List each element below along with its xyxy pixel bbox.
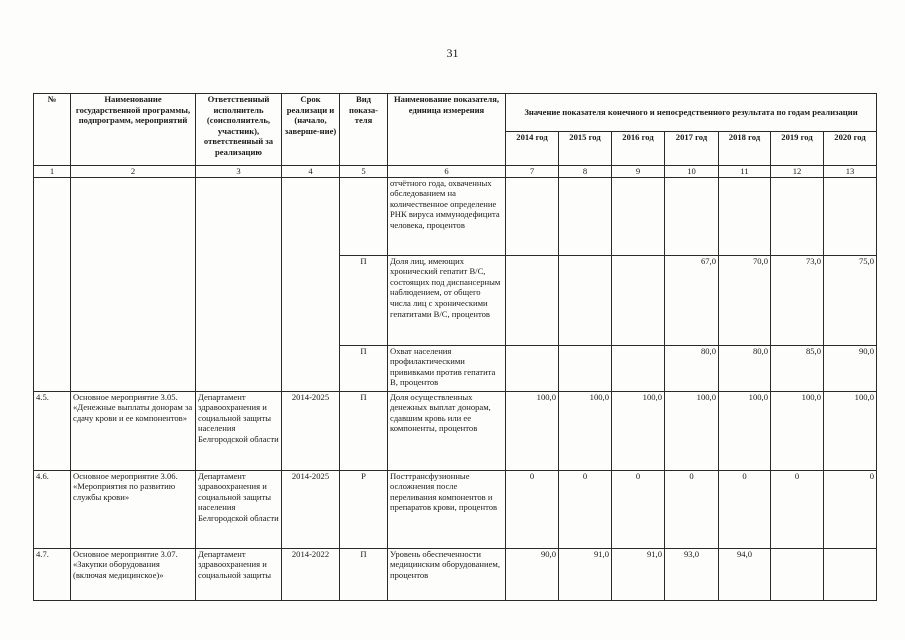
row-value (559, 345, 612, 391)
row-indicator-name: Уровень обеспеченности медицинским оборудованием, процентов (388, 548, 506, 600)
table-row (34, 391, 877, 470)
header-executor: Ответственный исполнитель (соисполнитель, участник), ответственный за реализацию (196, 94, 282, 166)
row-indicator-type: П (340, 255, 388, 345)
row-value: 100,0 (771, 391, 824, 470)
column-index: 9 (612, 166, 665, 178)
row-program-name (71, 177, 196, 391)
column-index: 1 (34, 166, 71, 178)
row-value: 85,0 (771, 345, 824, 391)
row-value: 100,0 (612, 391, 665, 470)
row-value: 91,0 (612, 548, 665, 600)
row-period: 2014-2022 (282, 548, 340, 600)
row-value (506, 345, 559, 391)
row-number: 4.7. (34, 548, 71, 600)
row-period: 2014-2025 (282, 470, 340, 548)
row-indicator-name: Посттрансфузионные осложнения после переливания компонентов и препаратов крови, процентов (388, 470, 506, 548)
row-indicator-type: Р (340, 470, 388, 548)
row-value (506, 177, 559, 255)
row-value: 0 (719, 470, 771, 548)
column-index: 6 (388, 166, 506, 178)
row-value: 73,0 (771, 255, 824, 345)
row-value: 70,0 (719, 255, 771, 345)
row-value: 93,0 (665, 548, 719, 600)
row-indicator-name: отчётного года, охваченных обследованием на количественное определение РНК вируса иммунодефицита человека, процентов (388, 177, 506, 255)
table-row (34, 548, 877, 600)
row-number: 4.6. (34, 470, 71, 548)
row-value (612, 255, 665, 345)
row-value: 0 (824, 470, 877, 548)
header-program-name: Наименование государственной программы, подпрограмм, мероприятий (71, 94, 196, 166)
header-indicator-type: Вид показа-теля (340, 94, 388, 166)
row-value (665, 177, 719, 255)
row-value: 0 (612, 470, 665, 548)
row-value: 0 (506, 470, 559, 548)
row-number (34, 177, 71, 391)
column-index: 2 (71, 166, 196, 178)
header-number: № (34, 94, 71, 166)
header-period: Срок реализаци и (начало, заверше-ние) (282, 94, 340, 166)
table-row (34, 177, 877, 255)
row-value: 100,0 (824, 391, 877, 470)
header-values-group: Значение показателя конечного и непосредственного результата по годам реализации (506, 94, 877, 132)
row-indicator-type: П (340, 345, 388, 391)
row-value (771, 548, 824, 600)
row-value: 67,0 (665, 255, 719, 345)
column-index: 3 (196, 166, 282, 178)
header-year: 2016 год (612, 132, 665, 166)
row-indicator-type: П (340, 548, 388, 600)
row-value: 100,0 (506, 391, 559, 470)
row-value (612, 345, 665, 391)
column-index: 5 (340, 166, 388, 178)
row-number: 4.5. (34, 391, 71, 470)
column-index: 4 (282, 166, 340, 178)
row-indicator-type: П (340, 391, 388, 470)
row-value (506, 255, 559, 345)
column-index: 13 (824, 166, 877, 178)
row-value: 94,0 (719, 548, 771, 600)
row-value (771, 177, 824, 255)
row-value: 0 (771, 470, 824, 548)
indicator-table (33, 93, 877, 601)
column-index: 12 (771, 166, 824, 178)
row-indicator-name: Доля лиц, имеющих хронический гепатит В/С, состоящих под диспансерным наблюдением, от общего числа лиц с хроническими гепатитами В/С, процентов (388, 255, 506, 345)
row-executor: Департамент здравоохранения и социальной защиты населения Белгородской области (196, 391, 282, 470)
column-index: 7 (506, 166, 559, 178)
column-index: 10 (665, 166, 719, 178)
row-value: 80,0 (719, 345, 771, 391)
header-year: 2018 год (719, 132, 771, 166)
row-value (559, 255, 612, 345)
row-indicator-name: Доля осуществленных денежных выплат донорам, сдавшим кровь или ее компоненты, процентов (388, 391, 506, 470)
row-indicator-name: Охват населения профилактическими прививками против гепатита В, процентов (388, 345, 506, 391)
page-number: 31 (446, 46, 459, 60)
header-year: 2015 год (559, 132, 612, 166)
column-index: 11 (719, 166, 771, 178)
row-value: 80,0 (665, 345, 719, 391)
table-row (34, 470, 877, 548)
header-year: 2017 год (665, 132, 719, 166)
row-value (824, 548, 877, 600)
row-program-name: Основное мероприятие 3.07. «Закупки оборудования (включая медицинское)» (71, 548, 196, 600)
row-period (282, 177, 340, 391)
row-value: 100,0 (559, 391, 612, 470)
column-index-row (34, 166, 877, 178)
row-value: 90,0 (824, 345, 877, 391)
column-index: 8 (559, 166, 612, 178)
header-year: 2020 год (824, 132, 877, 166)
row-program-name: Основное мероприятие 3.06. «Мероприятия по развитию службы крови» (71, 470, 196, 548)
row-value: 90,0 (506, 548, 559, 600)
row-value: 100,0 (719, 391, 771, 470)
row-value (612, 177, 665, 255)
row-executor: Департамент здравоохранения и социальной защиты населения Белгородской области (196, 470, 282, 548)
row-value: 75,0 (824, 255, 877, 345)
row-value (824, 177, 877, 255)
row-value (719, 177, 771, 255)
header-year: 2014 год (506, 132, 559, 166)
header-indicator-name: Наименование показателя, единица измерения (388, 94, 506, 166)
row-value: 0 (665, 470, 719, 548)
row-value: 91,0 (559, 548, 612, 600)
row-value: 0 (559, 470, 612, 548)
row-period: 2014-2025 (282, 391, 340, 470)
row-indicator-type (340, 177, 388, 255)
row-executor (196, 177, 282, 391)
row-value (559, 177, 612, 255)
row-executor: Департамент здравоохранения и социальной защиты (196, 548, 282, 600)
row-program-name: Основное мероприятие 3.05. «Денежные выплаты донорам за сдачу крови и ее компонентов» (71, 391, 196, 470)
row-value: 100,0 (665, 391, 719, 470)
header-year: 2019 год (771, 132, 824, 166)
